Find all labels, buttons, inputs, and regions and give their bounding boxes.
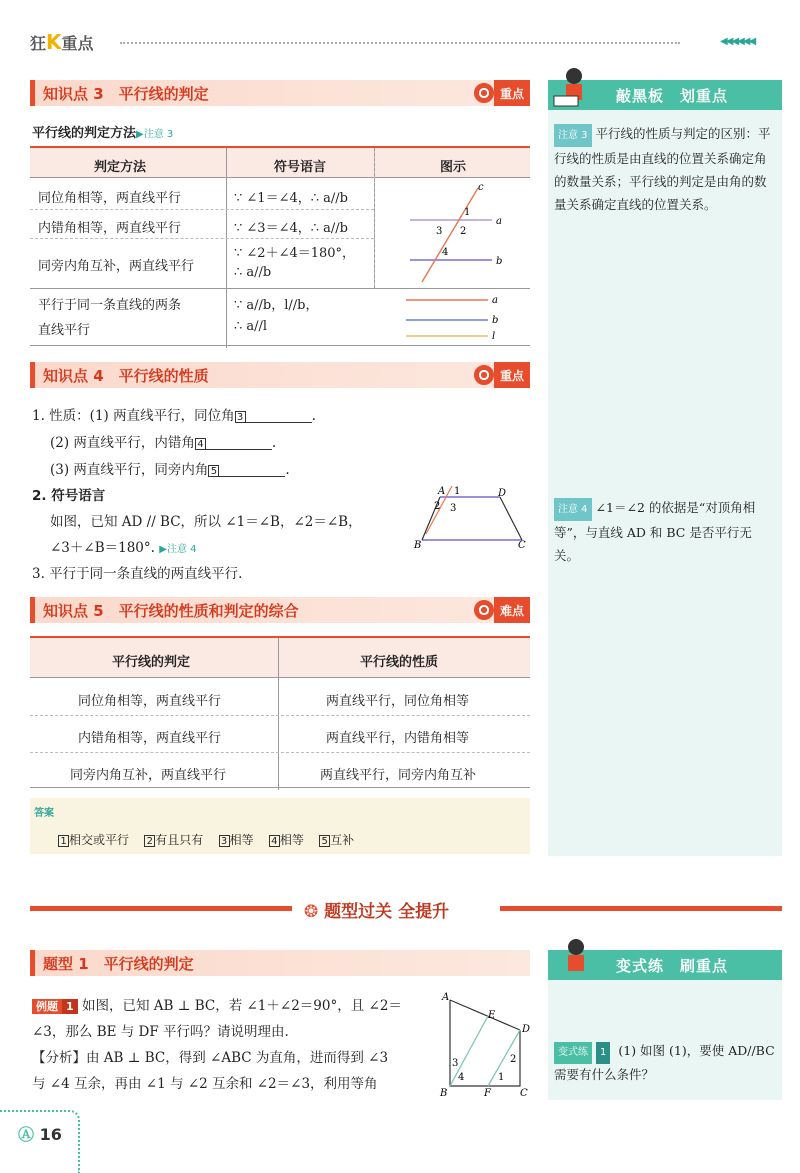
- swirl-icon: ❂: [304, 902, 319, 922]
- kp5-r1c1: 同位角相等，两直线平行: [78, 694, 222, 709]
- kp3-row3-method: 同旁内角互补，两直线平行: [38, 259, 195, 274]
- kp4-line7: 3. 平行于同一条直线的两直线平行.: [32, 566, 243, 582]
- kp3-subtitle: 平行线的判定方法▶注意 3: [32, 126, 174, 141]
- fig-label-C: C: [518, 540, 526, 551]
- header-arrows: ◀◀◀◀◀◀: [720, 36, 755, 47]
- side-panel-2: [548, 950, 782, 1100]
- q-angle-4: 4: [458, 1072, 465, 1083]
- kp4-tag: 重点: [494, 362, 530, 388]
- q-label-C: C: [520, 1088, 528, 1098]
- fig1-angle-4: 4: [442, 247, 449, 258]
- th-method: 判定方法: [94, 160, 147, 175]
- fig1-angle-2: 2: [460, 226, 467, 237]
- q-label-B: B: [440, 1088, 448, 1098]
- variant-exercise: 变式练 1 (1) 如图 (1)，要使 AD//BC 需要有什么条件？: [554, 1043, 775, 1082]
- q-label-F: F: [484, 1088, 491, 1098]
- section-line-right: [500, 906, 782, 911]
- kp5-table: [30, 636, 530, 788]
- q-angle-3: 3: [452, 1058, 459, 1069]
- fig1-angle-1: 1: [464, 207, 471, 218]
- header-divider: [120, 42, 680, 44]
- fig1-label-a: a: [496, 216, 502, 227]
- kp4-line4: 2. 符号语言: [32, 488, 106, 504]
- answer-box: [30, 798, 530, 854]
- kp3-row1-method: 同位角相等，两直线平行: [38, 191, 182, 206]
- type1-bar: [30, 950, 530, 976]
- example-line2: ∠3，那么 BE 与 DF 平行吗？请说明理由.: [32, 1024, 289, 1040]
- brand-logo: 狂K重点: [30, 30, 94, 54]
- quadrilateral-figure: [436, 990, 536, 1098]
- kp3-title: 知识点 3 平行线的判定: [43, 84, 209, 103]
- blank-box-4: 4: [195, 438, 206, 450]
- fig-label-B: B: [414, 540, 422, 551]
- blank-box-5: 5: [208, 465, 219, 477]
- target-icon: [474, 365, 494, 385]
- kp4-bar: [30, 362, 530, 388]
- kp3-bar: [30, 80, 530, 106]
- kp5-r3c1: 同旁内角互补，两直线平行: [70, 768, 227, 783]
- fig1-label-c: c: [478, 182, 484, 193]
- q-label-E: E: [488, 1010, 496, 1021]
- example-label: 例题: [32, 999, 62, 1014]
- th-judge: 平行线的判定: [112, 655, 191, 670]
- kp3-row3-symbol-a: ∵ ∠2＋∠4＝180°，: [234, 246, 356, 261]
- th-figure: 图示: [440, 160, 467, 175]
- fig2-label-l: l: [492, 331, 496, 342]
- fig1-label-b: b: [496, 256, 503, 267]
- parallel-transversal-figure: [380, 182, 530, 286]
- fig2-label-a: a: [492, 295, 498, 306]
- answer-label: 答案: [34, 808, 54, 819]
- q-label-A: A: [442, 992, 450, 1003]
- kp3-row1-symbol: ∵ ∠1＝∠4，∴ a//b: [234, 191, 348, 206]
- q-label-D: D: [522, 1024, 531, 1035]
- section-line-left: [30, 906, 292, 911]
- logo-icon: Ⓐ: [18, 1125, 35, 1144]
- kp4-line3: (3) 两直线平行，同旁内角 5 .: [50, 462, 290, 478]
- type1-title: 题型 1 平行线的判定: [43, 954, 194, 973]
- kp3-row2-symbol: ∵ ∠3＝∠4，∴ a//b: [234, 221, 348, 236]
- kp3-table: [30, 146, 530, 346]
- kp5-tag: 难点: [494, 597, 530, 623]
- fig1-angle-3: 3: [436, 226, 443, 237]
- section-title: ❂ 题型过关 全提升: [304, 902, 450, 922]
- kp3-tag: 重点: [494, 80, 530, 106]
- kp3-row4-method-a: 平行于同一条直线的两条: [38, 298, 182, 313]
- q-angle-1: 1: [498, 1072, 505, 1083]
- kp5-r3c2: 两直线平行，同旁内角互补: [320, 768, 477, 783]
- teacher-icon: [558, 938, 594, 980]
- three-parallel-lines-figure: [380, 290, 530, 346]
- kp3-row4-symbol-a: ∵ a//b，l//b，: [234, 298, 319, 313]
- answer-list: 1 相交或平行 2 有且只有 3 相等 4 相等 5 互补: [58, 831, 354, 848]
- note-3: 注意 3 平行线的性质与判定的区别：平行线的性质是由直线的位置关系确定角的数量关系；平行线的判定是由角的数量关系确定直线的位置关系。: [554, 126, 771, 212]
- kp3-row4-method-b: 直线平行: [38, 323, 91, 338]
- kp4-line1: 1. 性质：(1) 两直线平行，同位角 3 .: [32, 408, 316, 424]
- fig-angle-1: 1: [454, 486, 461, 497]
- side-panel-2-title: 变式练 刷重点: [548, 950, 782, 980]
- page-number: Ⓐ 16: [18, 1125, 62, 1144]
- fig2-label-b: b: [492, 315, 499, 326]
- kp4-line6: ∠3＋∠B＝180°. ▶注意 4: [50, 540, 197, 556]
- fig-angle-3: 3: [450, 503, 457, 514]
- page-corner-deco: [0, 1110, 80, 1173]
- analysis-line1: 【分析】由 AB ⊥ BC，得到 ∠ABC 为直角，进而得到 ∠3: [32, 1050, 389, 1066]
- q-angle-2: 2: [510, 1054, 517, 1065]
- example-line1: 例题 1 如图，已知 AB ⊥ BC，若 ∠1＋∠2＝90°，且 ∠2＝: [32, 994, 402, 1014]
- th-symbol: 符号语言: [274, 160, 327, 175]
- kp5-bar: [30, 597, 530, 623]
- th-property: 平行线的性质: [360, 655, 439, 670]
- kp3-row3-symbol-b: ∴ a//b: [234, 265, 272, 280]
- teacher-icon: [552, 66, 588, 110]
- side-panel-1-title: 敲黑板 划重点: [548, 80, 782, 110]
- kp3-row2-method: 内错角相等，两直线平行: [38, 221, 182, 236]
- kp3-row4-symbol-b: ∴ a//l: [234, 319, 268, 334]
- kp5-r1c2: 两直线平行，同位角相等: [326, 694, 470, 709]
- trapezoid-figure: [412, 482, 532, 552]
- kp5-title: 知识点 5 平行线的性质和判定的综合: [43, 601, 299, 620]
- fig-label-A: A: [438, 486, 446, 497]
- kp5-r2c2: 两直线平行，内错角相等: [326, 731, 470, 746]
- kp4-title: 知识点 4 平行线的性质: [43, 366, 209, 385]
- note-4: 注意 4 ∠1＝∠2 的依据是“对顶角相等”，与直线 AD 和 BC 是否平行无关。: [554, 500, 756, 563]
- analysis-line2: 与 ∠4 互余，再由 ∠1 与 ∠2 互余和 ∠2＝∠3，利用等角: [32, 1076, 378, 1092]
- kp5-r2c1: 内错角相等，两直线平行: [78, 731, 222, 746]
- kp4-line2: (2) 两直线平行，内错角 4 .: [50, 435, 277, 451]
- fig-label-D: D: [498, 488, 507, 499]
- blank-box-3: 3: [235, 411, 246, 423]
- target-icon: [474, 83, 494, 103]
- fig-angle-2: 2: [434, 501, 441, 512]
- target-icon: [474, 600, 494, 620]
- side-panel-1: [548, 80, 782, 856]
- kp4-line5: 如图，已知 AD // BC，所以 ∠1＝∠B，∠2＝∠B，: [50, 514, 362, 530]
